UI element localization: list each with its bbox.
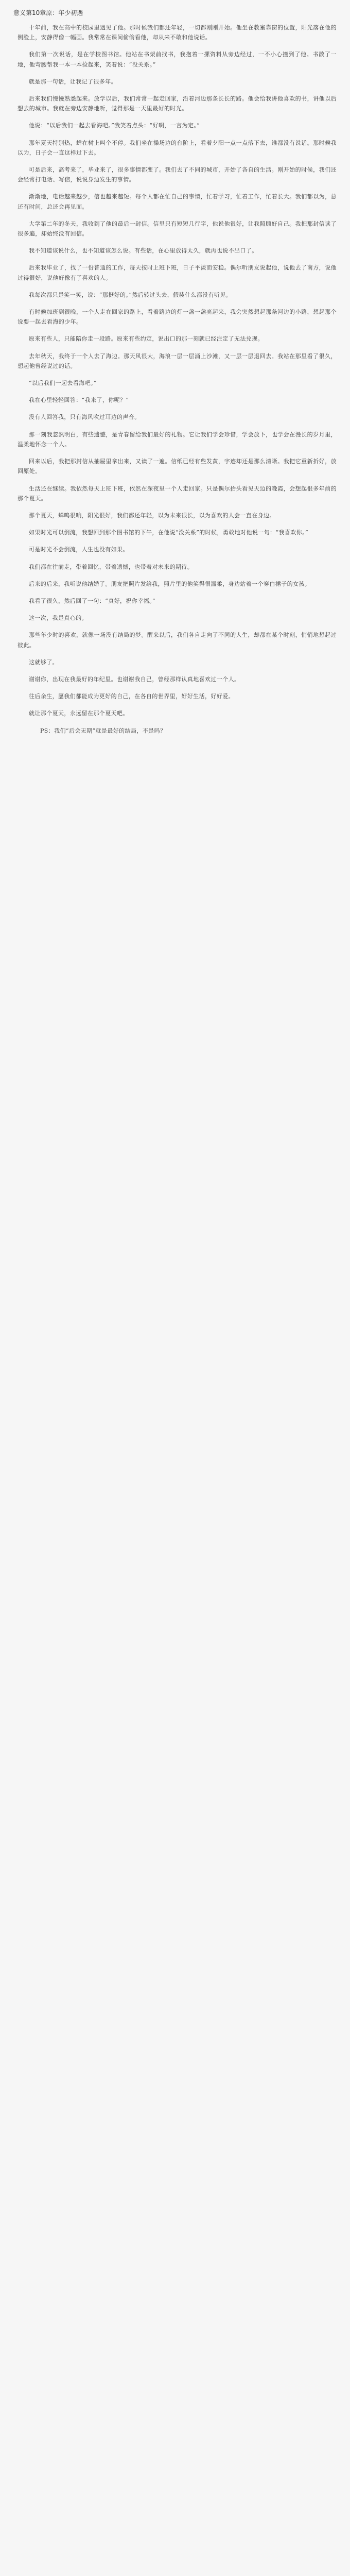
paragraph: 有时候加班到很晚，一个人走在回家的路上，看着路边的灯一盏一盏亮起来，我会突然想起那条河边的小路，想起那个说要一起去看海的少年。 xyxy=(18,309,337,326)
paragraph: 我每次都只是笑一笑，说：“那挺好的。”然后转过头去，假装什么都没有听见。 xyxy=(29,291,232,298)
paragraph: 就让那个夏天，永远留在那个夏天吧。 xyxy=(29,710,129,717)
paragraph: 这就够了。 xyxy=(29,658,58,666)
paragraph: 这一次，我是真心的。 xyxy=(29,615,87,622)
paragraph: 我在心里轻轻回答：“我来了，你呢？” xyxy=(29,397,129,404)
paragraph: 如果时光可以倒流，我想回到那个图书馆的下午，在他说“没关系”的时候，勇敢地对他说一句：“我喜欢你。” xyxy=(29,529,308,536)
paragraph: 谢谢你，出现在我最好的年纪里。也谢谢我自己，曾经那样认真地喜欢过一个人。 xyxy=(29,675,240,683)
paragraph: 那年夏天特别热，蝉在树上叫个不停。我们坐在操场边的台阶上，看着夕阳一点一点落下去，谁都没有说话。那时候我以为，日子会一直这样过下去。 xyxy=(18,139,337,156)
paragraph: 去年秋天，我终于一个人去了海边。那天风很大，海浪一层一层涌上沙滩，又一层一层退回去。我站在那里看了很久，想起他曾经说过的话。 xyxy=(18,352,337,369)
article-body xyxy=(18,23,337,719)
paragraph: 没有人回答我，只有海风吹过耳边的声音。 xyxy=(29,414,141,421)
paragraph: “以后我们一起去看海吧。” xyxy=(29,380,97,387)
paragraph: 可是时光不会倒流，人生也没有如果。 xyxy=(29,546,129,553)
page-title: 意义第10章原：年少初遇 xyxy=(13,9,83,16)
paragraph: 他说：“以后我们一起去看海吧。”我笑着点头：“好啊，一言为定。” xyxy=(29,122,200,129)
paragraph: 十年前，我在高中的校园里遇见了他。那时候我们都还年轻，一切都刚刚开始。他坐在教室靠窗的位置，阳光落在他的侧脸上，安静得像一幅画。我常常在课间偷偷看他，却从来不敢和他说话。 xyxy=(18,24,337,41)
paragraph: 我们都在往前走，带着回忆，带着遗憾，也带着对未来的期待。 xyxy=(29,563,194,570)
paragraph: 后来我们慢慢熟悉起来。放学以后，我们常常一起走回家，沿着河边那条长长的路。他会给我讲他喜欢的书，讲他以后想去的城市。我就在旁边安静地听，觉得那是一天里最好的时光。 xyxy=(18,95,337,112)
paragraph: 可是后来，高考来了，毕业来了，很多事情都变了。我们去了不同的城市，开始了各自的生活。刚开始的时候，我们还会经常打电话、写信，说说身边发生的事情。 xyxy=(18,166,337,183)
paragraph: 渐渐地，电话越来越少，信也越来越短。每个人都在忙自己的事情，忙着学习，忙着工作，忙着长大。我们都以为，总还有时间，总还会再见面。 xyxy=(18,193,337,210)
paragraph: 原来有些人，只能陪你走一段路。原来有些约定，说出口的那一刻就已经注定了无法兑现。 xyxy=(29,335,264,343)
paragraph: 后来的后来，我听说他结婚了。朋友把照片发给我，照片里的他笑得很温柔，身边站着一个穿白裙子的女孩。 xyxy=(29,580,311,587)
paragraph: 生活还在继续。我依然每天上班下班，依然在深夜里一个人走回家。只是偶尔抬头看见天边的晚霞，会想起很多年前的那个夏天。 xyxy=(18,485,337,502)
paragraph: 回来以后，我把那封信从抽屉里拿出来，又读了一遍。信纸已经有些发黄，字迹却还是那么清晰。我把它重新折好，放回原处。 xyxy=(18,458,337,475)
paragraph: 大学第二年的冬天，我收到了他的最后一封信。信里只有短短几行字，他说他很好，让我照顾好自己。我把那封信读了很多遍，却始终没有回信。 xyxy=(18,220,337,238)
paragraph: 后来我毕业了，找了一份普通的工作，每天按时上班下班，日子平淡而安稳。偶尔听朋友说起他，说他去了南方，说他过得很好，说他好像有了喜欢的人。 xyxy=(18,264,337,281)
paragraph: 就是那一句话，让我记了很多年。 xyxy=(29,78,117,85)
postscript: PS：我们“后会无期”就是最好的结局，不是吗？ xyxy=(40,727,166,734)
paragraph: 往后余生，愿我们都能成为更好的自己，在各自的世界里，好好生活，好好爱。 xyxy=(29,693,234,700)
paragraph: 我看了很久，然后回了一句：“真好，祝你幸福。” xyxy=(29,597,155,604)
paragraph: 我不知道该说什么，也不知道该怎么说。有些话，在心里放得太久，就再也说不出口了。 xyxy=(29,247,258,255)
paragraph: 那些年少时的喜欢，就像一场没有结局的梦。醒来以后，我们各自走向了不同的人生，却都在某个时刻，悄悄地想起过彼此。 xyxy=(18,632,337,649)
paragraph: 我们第一次说话，是在学校图书馆。他站在书架前找书，我抱着一摞资料从旁边经过，一不小心撞到了他。书散了一地，他弯腰帮我一本一本捡起来，笑着说：“没关系。” xyxy=(18,51,337,68)
paragraph: 那个夏天，蝉鸣很响，阳光很好，我们都还年轻，以为未来很长，以为喜欢的人会一直在身边。 xyxy=(29,512,275,519)
paragraph: 那一刻我忽然明白，有些遗憾，是青春留给我们最好的礼物。它让我们学会珍惜，学会放下，也学会在漫长的岁月里，温柔地怀念一个人。 xyxy=(18,431,337,448)
